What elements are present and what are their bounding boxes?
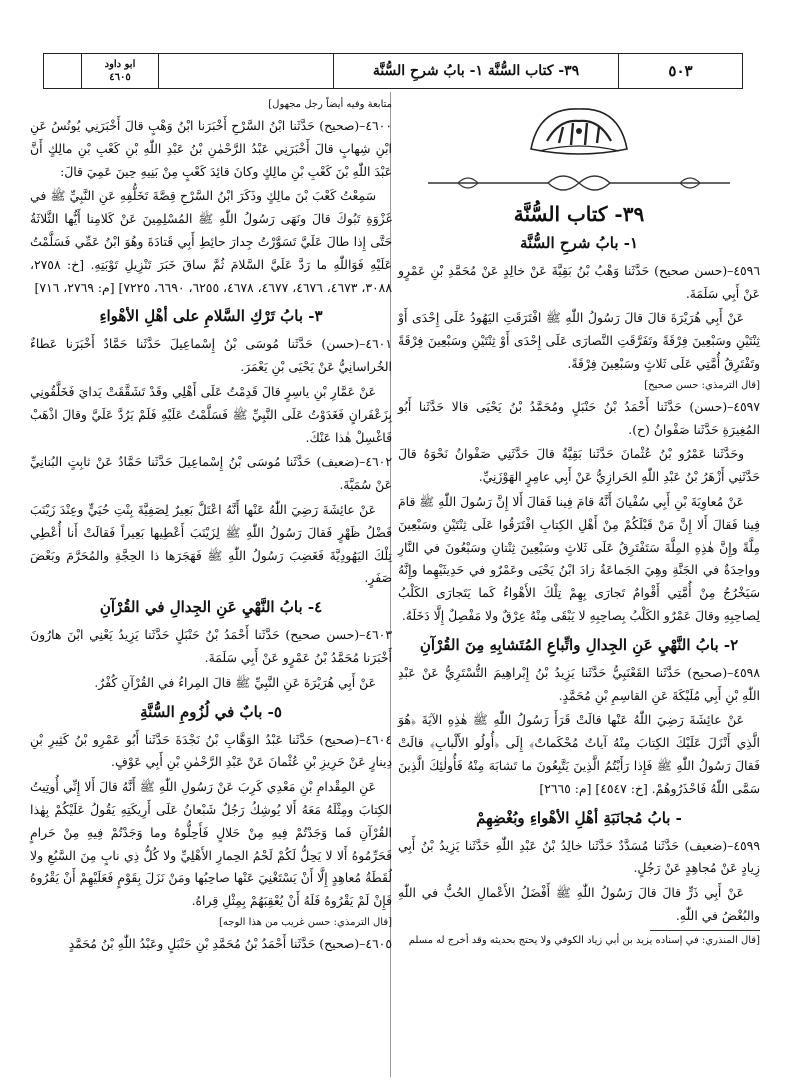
left-column bbox=[30, 97, 392, 958]
book-title: ٣٩- كتاب السُّنَّة bbox=[513, 202, 645, 226]
continuation-note: متابعة وفيه أيضاً رجل مجهول] bbox=[268, 99, 392, 110]
hadith-4604-note: [قال الترمذي: حسن غريب من هذا الوجه] bbox=[219, 916, 392, 928]
hadith-4603-text: عَنْ أَبِي هُرَيْرَةَ عَنِ النَّبِيِّ ﷺ قالَ المِراءُ في القُرْآنِ كُفْرٌ. bbox=[94, 674, 376, 690]
header-empty-cell bbox=[44, 54, 81, 88]
hadith-4596-note: [قال الترمذي: حسن صحيح] bbox=[644, 379, 760, 391]
hadith-4597: ٤٥٩٧–(حسن) حَدَّثَنا أَحْمَدُ بْنُ حَنْبَلٍ ومُحَمَّدُ بْنُ يَحْيَى قالا حَدَّثَنا أَبُو المُغِيرَةِ حَدَّثَنا صَفْوانُ (ح). bbox=[398, 398, 760, 437]
right-column bbox=[398, 97, 760, 951]
hadith-4601: ٤٦٠١–(حسن) حَدَّثَنا مُوسَى بْنُ إِسْماعِيلَ حَدَّثَنا حَمَّادٌ أَخْبَرَنا عَطاءٌ الخُراسانِيُّ عَنْ يَحْيَى بْنِ يَعْمَرَ. bbox=[30, 336, 392, 375]
footnote-separator bbox=[650, 930, 760, 931]
page-number: ٥٠٣ bbox=[618, 54, 742, 88]
hadith-4602: ٤٦٠٢–(ضعيف) حَدَّثَنا مُوسَى بْنُ إِسْماعِيلَ حَدَّثَنا حَمَّادٌ عَنْ ثابِتٍ البُنانِيِّ عَنْ سُمَيَّةَ. bbox=[30, 454, 392, 493]
chapter-5-title: ٥- بابٌ في لُزُومِ السُّنَّةِ bbox=[140, 702, 282, 721]
hadith-4602-text: عَنْ عائِشَةَ رَضِيَ اللّٰهُ عَنْها أَنَّهُ اعْتَلَّ بَعِيرٌ لِصَفِيَّةَ بِنْتِ حُيَيٍّ وعِنْدَ زَيْنَبَ فَضْلُ ظَهْرٍ فَقالَ رَسُولُ اللّٰهِ ﷺ لِزَيْنَبَ أَعْطِيها بَعِيراً فَقالَتْ أَنا أُعْطِي تِلْكَ اليَهُودِيَّةَ فَغَضِبَ رَسُولُ اللّٰهِ ﷺ فَهَجَرَها ذا الحِجَّةِ والمُحَرَّمَ وبَعْضَ صَفَرٍ. bbox=[30, 501, 392, 586]
hadith-4599-text: عَنْ أَبِي ذَرٍّ قالَ قالَ رَسُولُ اللّٰهِ ﷺ أَفْضَلُ الأَعْمالِ الحُبُّ في اللّٰهِ والبُغْضُ في اللّٰهِ. bbox=[398, 885, 760, 923]
hadith-4596: ٤٥٩٦–(حسن صحيح) حَدَّثَنا وَهْبُ بْنُ بَقِيَّةَ عَنْ خالِدٍ عَنْ مُحَمَّدِ بْنِ عَمْرٍو عَنْ أَبِي سَلَمَةَ. bbox=[398, 262, 760, 301]
header-blank-cell bbox=[158, 54, 333, 88]
hadith-4605: ٤٦٠٥–(صحيح) حَدَّثَنا أَحْمَدُ بْنُ مُحَمَّدِ بْنِ حَنْبَلٍ وعَبْدُ اللّٰهِ بْنُ مُحَمَّدٍ bbox=[68, 935, 392, 951]
chapter-avoidance-title: - بابُ مُجانَبَةِ أهْلِ الأهْواءِ وبُغْضِهِمْ bbox=[476, 808, 682, 827]
ornament-divider-icon bbox=[398, 165, 760, 201]
chapter-2-title: ٢- بابُ النَّهْيِ عَنِ الجِدالِ واتِّباعِ المُتَشابِهِ مِنَ القُرْآنِ bbox=[419, 635, 739, 654]
hadith-4600: ٤٦٠٠–(صحيح) حَدَّثَنا ابْنُ السَّرْحِ أَخْبَرَنا ابْنُ وَهْبٍ قالَ أَخْبَرَنِي يُونُسُ عَنِ ابْنِ شِهابٍ قالَ أَخْبَرَنِي عَبْدُ الرَّحْمٰنِ بْنُ عَبْدِ اللّٰهِ بْنِ كَعْبِ بْنِ مالِكٍ أَنَّ عَبْدَ اللّٰهِ بْنَ كَعْبِ بْنِ مالِكٍ وكانَ قائِدَ كَعْبٍ مِنْ بَنِيهِ حِينَ عَمِيَ قالَ: bbox=[30, 118, 392, 179]
chapter-1-title: ١- بابُ شرحِ السُّنَّة bbox=[519, 233, 639, 252]
hadith-4596-text: عَنْ أَبِي هُرَيْرَةَ قالَ قالَ رَسُولُ اللّٰهِ ﷺ افْتَرَقَتِ اليَهُودُ عَلَى إِحْدَى أَوْ ثِنْتَيْنِ وسَبْعِينَ فِرْقَةً وتَفَرَّقَتِ النَّصارَى عَلَى إِحْدَى أَوْ ثِنْتَيْنِ وسَبْعِينَ فِرْقَةً وتَفْتَرِقُ أُمَّتِي عَلَى ثَلاثٍ وسَبْعِينَ فِرْقَةً. bbox=[398, 310, 760, 371]
header-source-cell bbox=[81, 54, 158, 88]
hadith-4604: ٤٦٠٤–(صحيح) حَدَّثَنا عَبْدُ الوَهَّابِ بْنُ نَجْدَةَ حَدَّثَنا أَبُو عَمْرِو بْنُ كَثِيرِ بْنِ دِينارٍ عَنْ حَرِيزِ بْنِ عُثْمانَ عَنْ عَبْدِ الرَّحْمٰنِ بْنِ أَبِي عَوْفٍ. bbox=[30, 731, 392, 770]
hadith-4599: ٤٥٩٩–(ضعيف) حَدَّثَنا مُسَدَّدٌ حَدَّثَنا خالِدُ بْنُ عَبْدِ اللّٰهِ حَدَّثَنا يَزِيدُ بْنُ أَبِي زِيادٍ عَنْ مُجاهِدٍ عَنْ رَجُلٍ. bbox=[398, 837, 760, 876]
hadith-4598-text: عَنْ عائِشَةَ رَضِيَ اللّٰهُ عَنْها قالَتْ قَرَأَ رَسُولُ اللّٰهِ ﷺ هٰذِهِ الآيَةَ ﴿هُوَ الَّذِي أَنْزَلَ عَلَيْكَ الكِتابَ مِنْهُ آياتٌ مُحْكَماتٌ﴾ إِلَى ﴿أُولُو الأَلْبابِ﴾ قالَتْ فَقالَ رَسُولُ اللّٰهِ ﷺ فَإِذا رَأَيْتُمُ الَّذِينَ يَتَّبِعُونَ ما تَشابَهَ مِنْهُ فَأُولٰئِكَ الَّذِينَ سَمَّى اللّٰهُ فَاحْذَرُوهُمْ. [خ: ٤٥٤٧] [م: ٢٦٦٥] bbox=[398, 712, 760, 796]
header-source-name: ابو داود bbox=[104, 59, 136, 70]
hadith-4603: ٤٦٠٣–(حسن صحيح) حَدَّثَنا أَحْمَدُ بْنُ حَنْبَلٍ حَدَّثَنا يَزِيدُ يَعْنِي ابْنَ هارُونَ أَخْبَرَنا مُحَمَّدُ بْنُ عَمْرٍو عَنْ أَبِي سَلَمَةَ. bbox=[30, 627, 392, 665]
hadith-4600-text: سَمِعْتُ كَعْبَ بْنَ مالِكٍ وذَكَرَ ابْنُ السَّرْحِ قِصَّةَ تَخَلُّفِهِ عَنِ النَّبِيِّ ﷺ في غَزْوَةِ تَبُوكَ قالَ ونَهَى رَسُولُ اللّٰهِ ﷺ المُسْلِمِينَ عَنْ كَلامِنا أَيُّها الثَّلاثَةُ حَتَّى إِذا طالَ عَلَيَّ تَسَوَّرْتُ جِدارَ حائِطِ أَبِي قَتادَةَ وهُوَ ابْنُ عَمِّي فَسَلَّمْتُ عَلَيْهِ فَوَاللّٰهِ ما رَدَّ عَلَيَّ السَّلامَ ثُمَّ ساقَ خَبَرَ تَنْزِيلِ تَوْبَتِهِ. [خ: ٢٧٥٨، ٣٠٨٨، ٤٦٧٣، ٤٦٧٦، ٤٦٧٧، ٤٦٧٨، ٦٢٥٥، ٦٦٩٠، ٧٢٢٥] [م: ٢٧٦٩، ٧١٦] bbox=[30, 188, 392, 295]
page-header bbox=[43, 53, 743, 89]
bottom-footnote: [قال المنذري: في إسناده يزيد بن أبي زياد الكوفي ولا يحتج بحديثه وقد أخرج له مسلم bbox=[408, 934, 760, 946]
chapter-3-title: ٣- بابُ تَرْكِ السَّلامِ على أهْلِ الأهْواءِ bbox=[99, 307, 323, 326]
hadith-4604-text: عَنِ المِقْدامِ بْنِ مَعْدِي كَرِبَ عَنْ رَسُولِ اللّٰهِ ﷺ أَنَّهُ قالَ أَلا إِنِّي أُوتِيتُ الكِتابَ ومِثْلَهُ مَعَهُ أَلا يُوشِكُ رَجُلٌ شَبْعانُ عَلَى أَرِيكَتِهِ يَقُولُ عَلَيْكُمْ بِهٰذا القُرْآنِ فَما وَجَدْتُمْ فِيهِ مِنْ حَلالٍ فَأَحِلُّوهُ وما وَجَدْتُمْ فِيهِ مِنْ حَرامٍ فَحَرِّمُوهُ أَلا لا يَحِلُّ لَكُمْ لَحْمُ الحِمارِ الأَهْلِيِّ ولا كُلُّ ذِي نابٍ مِنَ السَّبُعِ ولا لُقَطَةُ مُعاهِدٍ إِلَّا أَنْ يَسْتَغْنِيَ عَنْها صاحِبُها ومَنْ نَزَلَ بِقَوْمٍ فَعَلَيْهِمْ أَنْ يَقْرُوهُ فَإِنْ لَمْ يَقْرُوهُ فَلَهُ أَنْ يُعْقِبَهُمْ بِمِثْلِ قِراهُ. bbox=[30, 779, 392, 909]
hadith-4597-chain: وحَدَّثَنا عَمْرُو بْنُ عُثْمانَ حَدَّثَنا بَقِيَّةُ قالَ حَدَّثَنِي صَفْوانُ نَحْوَهُ قالَ حَدَّثَنِي أَزْهَرُ بْنُ عَبْدِ اللّٰهِ الحَرازِيُّ عَنْ أَبِي عامِرٍ الهَوْزَنِيِّ. bbox=[398, 446, 760, 485]
header-title: ٣٩- كتاب السُّنَّة ١- بابُ شرحِ السُّنَّة bbox=[333, 54, 618, 88]
hadith-4601-text: عَنْ عَمَّارِ بْنِ ياسِرٍ قالَ قَدِمْتُ عَلَى أَهْلِي وقَدْ تَشَقَّقَتْ يَدايَ فَخَلَّقُونِي بِزَعْفَرانٍ فَغَدَوْتُ عَلَى النَّبِيِّ ﷺ فَسَلَّمْتُ عَلَيْهِ فَلَمْ يَرُدَّ عَلَيَّ وقالَ اذْهَبْ فَاغْسِلْ هٰذا عَنْكَ. bbox=[30, 383, 392, 445]
calligraphy-seal-icon bbox=[519, 101, 639, 163]
hadith-4597-text: عَنْ مُعاوِيَةَ بْنِ أَبِي سُفْيانَ أَنَّهُ قامَ فِينا فَقالَ أَلا إِنَّ رَسُولَ اللّٰهِ ﷺ قامَ فِينا فَقالَ أَلا إِنَّ مَنْ قَبْلَكُمْ مِنْ أَهْلِ الكِتابِ افْتَرَقُوا عَلَى ثِنْتَيْنِ وسَبْعِينَ مِلَّةً وإِنَّ هٰذِهِ المِلَّةَ سَتَفْتَرِقُ عَلَى ثَلاثٍ وسَبْعِينَ ثِنْتانِ وسَبْعُونَ في النَّارِ وواحِدَةٌ في الجَنَّةِ وهِيَ الجَماعَةُ زادَ ابْنُ يَحْيَى وعَمْرٌو في حَدِيثَيْهِما وإِنَّهُ سَيَخْرُجُ مِنْ أُمَّتِي أَقْوامٌ تَجارَى بِهِمْ تِلْكَ الأَهْواءُ كَما يَتَجارَى الكَلْبُ لِصاحِبِهِ وقالَ عَمْرٌو الكَلْبُ بِصاحِبِهِ لا يَبْقَى مِنْهُ عِرْقٌ ولا مَفْصِلٌ إِلَّا دَخَلَهُ. bbox=[398, 493, 760, 623]
chapter-4-title: ٤- بابُ النَّهْيِ عَنِ الجِدالِ في القُرْآنِ bbox=[99, 598, 323, 617]
header-source-number: ٤٦٠٥ bbox=[109, 72, 131, 83]
hadith-4598: ٤٥٩٨–(صحيح) حَدَّثَنا القَعْنَبِيُّ حَدَّثَنا يَزِيدُ بْنُ إِبْراهِيمَ التُّسْتَرِيُّ عَنْ عَبْدِ اللّٰهِ بْنِ أَبِي مُلَيْكَةَ عَنِ القاسِمِ بْنِ مُحَمَّدٍ. bbox=[398, 664, 760, 703]
